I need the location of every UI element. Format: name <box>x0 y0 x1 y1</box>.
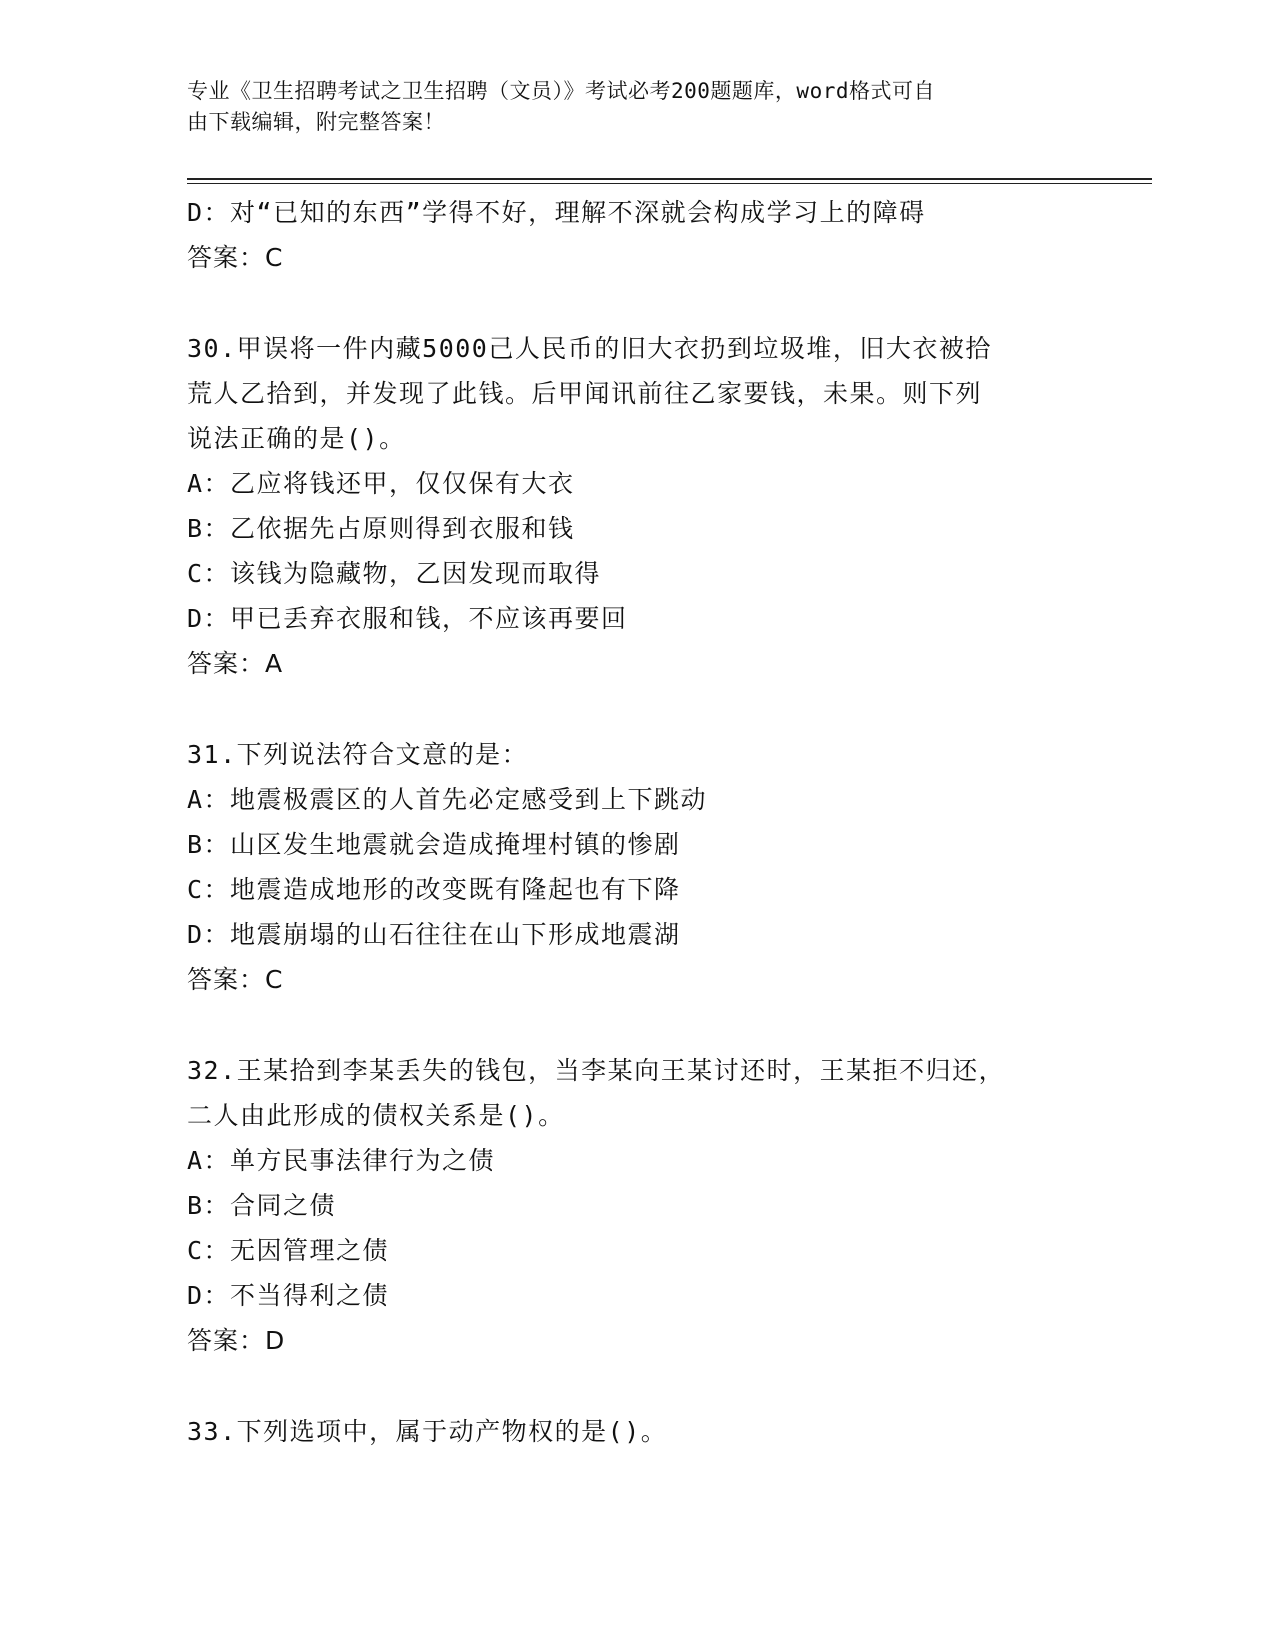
answer: 答案：C <box>187 243 284 272</box>
question-stem: 荒人乙拾到，并发现了此钱。后甲闻讯前往乙家要钱，未果。则下列 <box>187 379 983 408</box>
answer: 答案：A <box>187 649 284 678</box>
spacer <box>187 686 1087 732</box>
option-b: B：乙依据先占原则得到衣服和钱 <box>187 514 575 543</box>
option-b: B：山区发生地震就会造成掩埋村镇的惨剧 <box>187 830 681 859</box>
question-31 <box>187 732 1087 1002</box>
header-rule-thick <box>187 178 1152 180</box>
option-c: C：无因管理之债 <box>187 1236 390 1265</box>
question-stem: 说法正确的是()。 <box>187 424 406 453</box>
header-line-2: 由下载编辑，附完整答案！ <box>187 110 445 134</box>
spacer <box>187 1002 1087 1048</box>
header-rule-thin <box>187 183 1152 184</box>
option-c: C：地震造成地形的改变既有隆起也有下降 <box>187 875 681 904</box>
option-c: C：该钱为隐藏物，乙因发现而取得 <box>187 559 602 588</box>
question-stem: 二人由此形成的债权关系是()。 <box>187 1101 565 1130</box>
option-a: A：地震极震区的人首先必定感受到上下跳动 <box>187 785 708 814</box>
option-d: D：地震崩塌的山石往往在山下形成地震湖 <box>187 920 681 949</box>
header-line-1: 专业《卫生招聘考试之卫生招聘（文员）》考试必考200题题库，word格式可自 <box>187 79 935 103</box>
answer: 答案：C <box>187 965 284 994</box>
question-33 <box>187 1409 1087 1454</box>
question-stem: 30.甲误将一件内藏5000己人民币的旧大衣扔到垃圾堆，旧大衣被拾 <box>187 334 992 363</box>
question-32 <box>187 1048 1087 1363</box>
spacer <box>187 280 1087 326</box>
question-stem: 31.下列说法符合文意的是： <box>187 740 529 769</box>
question-stem: 32.王某拾到李某丢失的钱包，当李某向王某讨还时，王某拒不归还， <box>187 1056 1006 1085</box>
answer: 答案：D <box>187 1326 286 1355</box>
page-header <box>187 76 1087 138</box>
question-stem: 33.下列选项中，属于动产物权的是()。 <box>187 1417 668 1446</box>
option-d: D：对“已知的东西”学得不好，理解不深就会构成学习上的障碍 <box>187 198 926 227</box>
option-b: B：合同之债 <box>187 1191 337 1220</box>
spacer <box>187 1363 1087 1409</box>
option-d: D：不当得利之债 <box>187 1281 390 1310</box>
question-list <box>187 190 1087 1454</box>
option-a: A：单方民事法律行为之债 <box>187 1146 496 1175</box>
question-30 <box>187 326 1087 686</box>
option-a: A：乙应将钱还甲，仅仅保有大衣 <box>187 469 575 498</box>
option-d: D：甲已丢弃衣服和钱，不应该再要回 <box>187 604 628 633</box>
